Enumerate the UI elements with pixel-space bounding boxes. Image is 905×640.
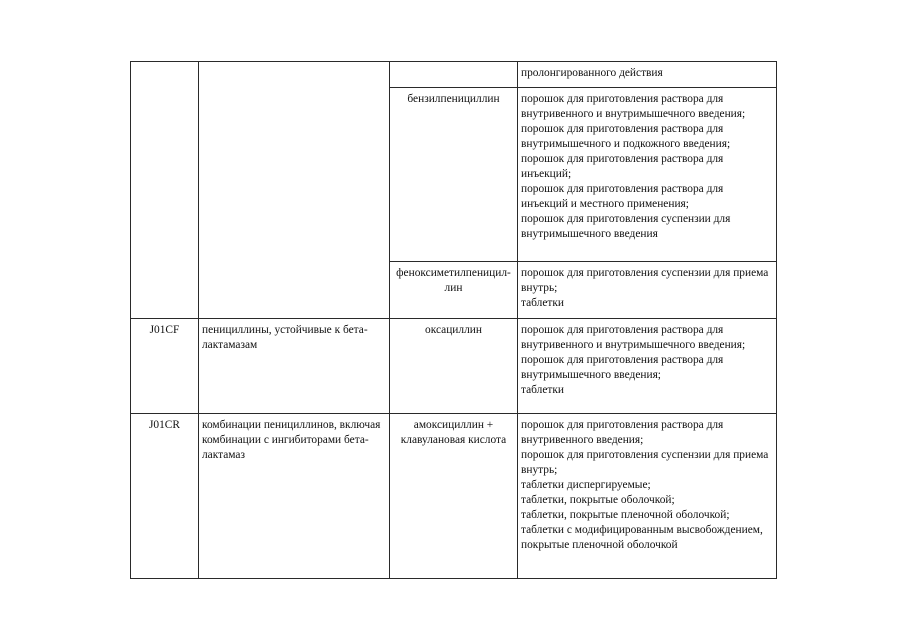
dosage-form: таблетки <box>521 384 565 396</box>
group-cell: комбинации пенициллинов, включая комбинации с ингибиторами бета-лактамаз <box>199 414 390 579</box>
dosage-forms-cell <box>518 62 777 88</box>
dosage-form: порошок для приготовления раствора для внутривенного введения; <box>521 419 724 446</box>
table-row <box>131 319 777 414</box>
dosage-form: порошок для приготовления раствора для внутримышечного введения; <box>521 354 724 381</box>
dosage-form: порошок для приготовления раствора для инъекций; <box>521 153 724 180</box>
group-cell: пенициллины, устойчивые к бета-лактамазам <box>199 319 390 414</box>
dosage-forms-cell <box>518 262 777 319</box>
atc-code-cell: J01CR <box>131 414 199 579</box>
dosage-form: порошок для приготовления раствора для инъекций и местного применения; <box>521 183 724 210</box>
dosage-form: порошок для приготовления раствора для внутривенного и внутримышечного введения; <box>521 93 746 120</box>
table-row <box>131 62 777 88</box>
drug-name-cell: оксациллин <box>390 319 518 414</box>
dosage-form: таблетки, покрытые оболочкой; <box>521 494 675 506</box>
dosage-form: порошок для приготовления суспензии для приема внутрь; <box>521 449 769 476</box>
dosage-form: таблетки диспергируемые; <box>521 479 651 491</box>
dosage-form: таблетки, покрытые пленочной оболочкой; <box>521 509 730 521</box>
dosage-form: порошок для приготовления раствора для внутримышечного и подкожного введения; <box>521 123 731 150</box>
dosage-form: таблетки <box>521 297 565 309</box>
drug-name-cell: бензилпенициллин <box>390 88 518 262</box>
drug-table <box>130 61 777 579</box>
drug-name-cell <box>390 62 518 88</box>
dosage-form: порошок для приготовления суспензии для приема внутрь; <box>521 267 769 294</box>
dosage-form: порошок для приготовления суспензии для внутримышечного введения <box>521 213 731 240</box>
drug-name-cell: амоксициллин + клавулановая кислота <box>390 414 518 579</box>
group-cell <box>199 62 390 319</box>
dosage-form: таблетки с модифицированным высвобождением, покрытые пленочной оболочкой <box>521 524 763 551</box>
dosage-form: порошок для приготовления раствора для внутривенного и внутримышечного введения; <box>521 324 746 351</box>
atc-code-cell: J01CF <box>131 319 199 414</box>
table-row <box>131 414 777 579</box>
atc-code-cell <box>131 62 199 319</box>
dosage-form: пролонгированного действия <box>521 67 663 79</box>
dosage-forms-cell <box>518 319 777 414</box>
dosage-forms-cell <box>518 414 777 579</box>
dosage-forms-cell <box>518 88 777 262</box>
drug-name-cell: феноксиметилпенициллин <box>390 262 518 319</box>
